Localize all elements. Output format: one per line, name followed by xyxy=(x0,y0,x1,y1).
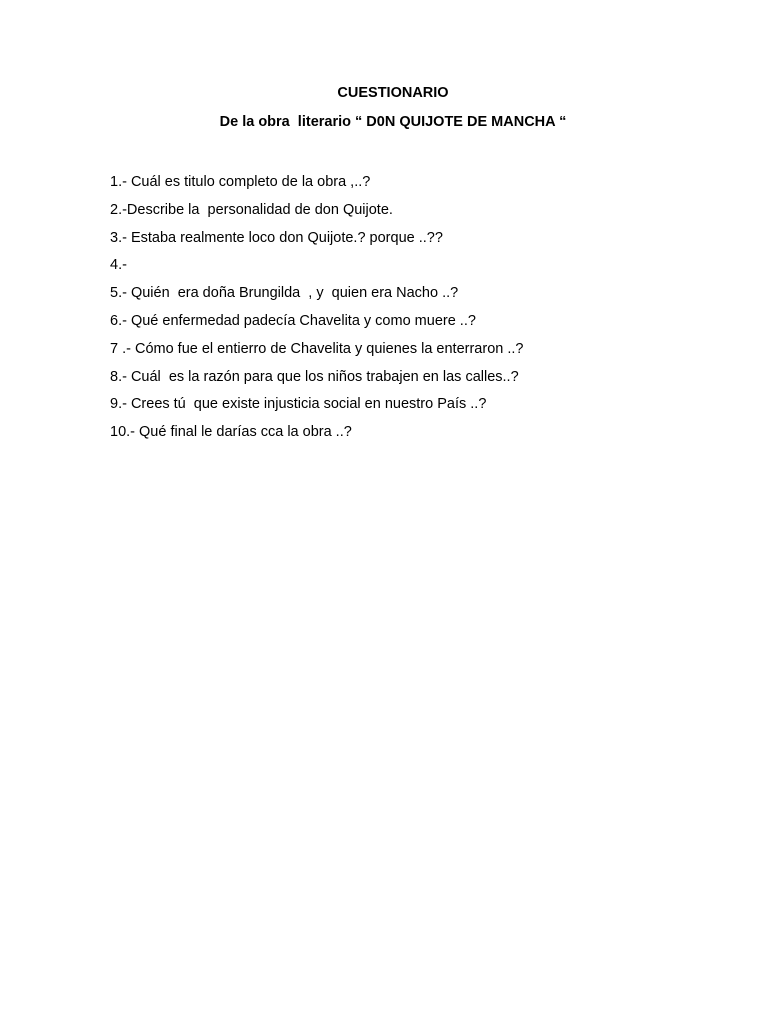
question-item: 4.- xyxy=(110,257,127,274)
question-item: 2.-Describe la personalidad de don Quijote. xyxy=(110,201,393,218)
question-item: 9.- Crees tú que existe injusticia social en nuestro País ..? xyxy=(110,396,487,413)
question-item: 10.- Qué final le darías cca la obra ..? xyxy=(110,424,352,441)
question-list xyxy=(110,169,523,447)
document-subtitle: De la obra literario “ D0N QUIJOTE DE MANCHA “ xyxy=(219,114,567,130)
question-item: 5.- Quién era doña Brungilda , y quien era Nacho ..? xyxy=(110,285,459,302)
document-title: CUESTIONARIO xyxy=(337,85,449,101)
question-item: 7 .- Cómo fue el entierro de Chavelita y quienes la enterraron ..? xyxy=(110,340,524,357)
question-item: 3.- Estaba realmente loco don Quijote.? porque ..?? xyxy=(110,229,443,246)
question-item: 6.- Qué enfermedad padecía Chavelita y como muere ..? xyxy=(110,312,476,329)
question-item: 8.- Cuál es la razón para que los niños trabajen en las calles..? xyxy=(110,368,519,385)
question-item: 1.- Cuál es titulo completo de la obra ,..? xyxy=(110,174,371,190)
